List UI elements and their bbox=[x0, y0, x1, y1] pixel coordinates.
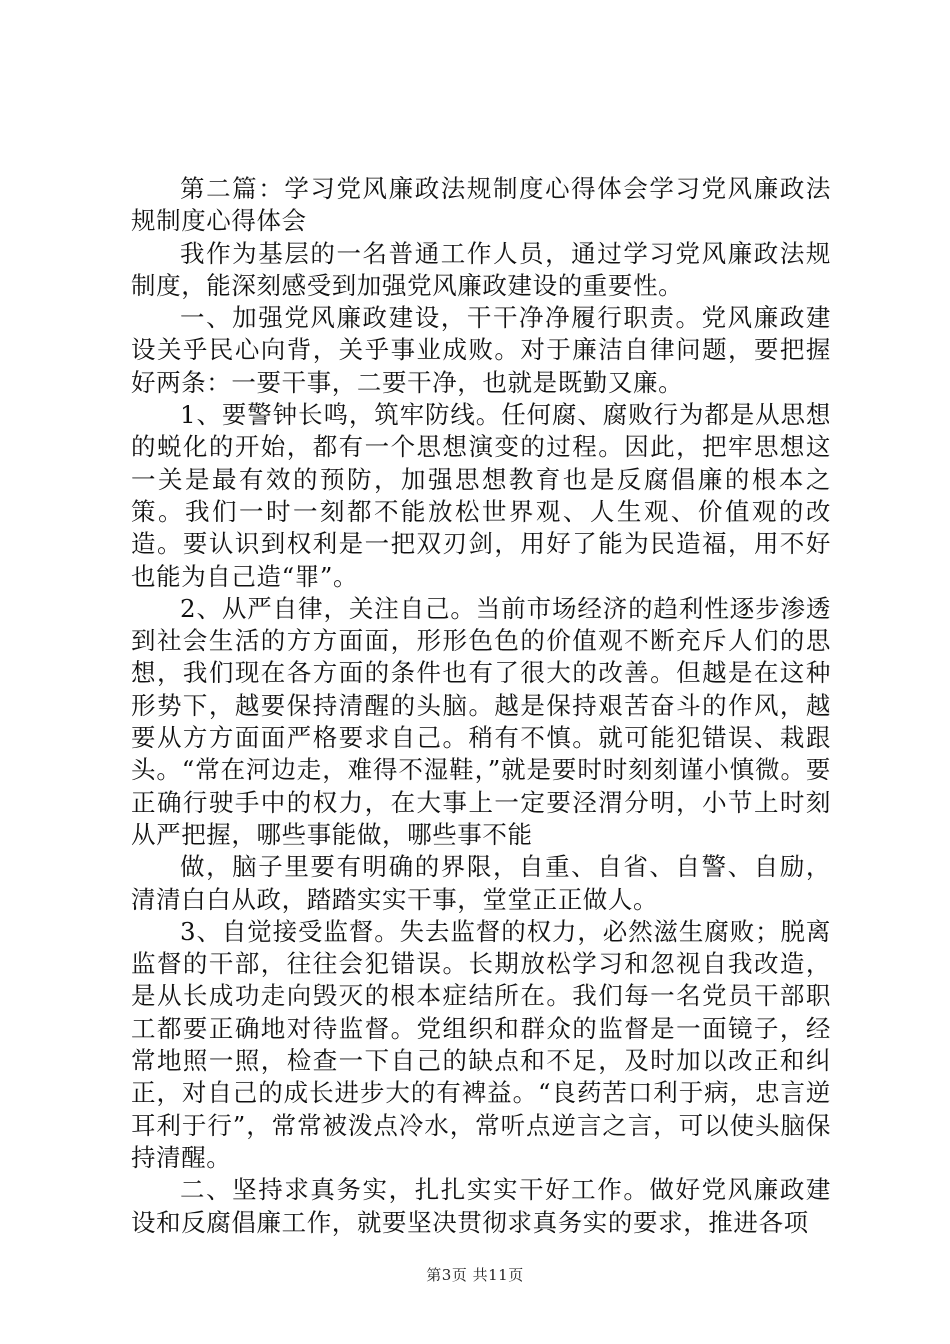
paragraph-point-2-continued: 做，脑子里要有明确的界限，自重、自省、自警、自励，清清白白从政，踏踏实实干事，堂堂正正做人。 bbox=[131, 852, 831, 914]
paragraph-section-1: 一、加强党风廉政建设，干干净净履行职责。党风廉政建设关乎民心向背，关乎事业成败。对于廉洁自律问题，要把握好两条：一要干事，二要干净，也就是既勤又廉。 bbox=[131, 303, 831, 397]
paragraph-intro: 我作为基层的一名普通工作人员，通过学习党风廉政法规制度，能深刻感受到加强党风廉政建设的重要性。 bbox=[131, 238, 831, 300]
document-title: 第二篇：学习党风廉政法规制度心得体会学习党风廉政法规制度心得体会 bbox=[131, 174, 831, 236]
paragraph-section-2: 二、坚持求真务实，扎扎实实干好工作。做好党风廉政建设和反腐倡廉工作，就要坚决贯彻求真务实的要求，推进各项 bbox=[131, 1175, 831, 1237]
document-body bbox=[131, 173, 831, 1239]
page-number-footer: 第3页 共11页 bbox=[426, 1266, 524, 1284]
paragraph-point-3: 3、自觉接受监督。失去监督的权力，必然滋生腐败；脱离监督的干部，往往会犯错误。长期放松学习和忽视自我改造，是从长成功走向毁灭的根本症结所在。我们每一名党员干部职工都要正确地对待监督。党组织和群众的监督是一面镜子，经常地照一照，检查一下自己的缺点和不足，及时加以改正和纠正，对自己的成长进步大的有裨益。“良药苦口利于病，忠言逆耳利于行”，常常被泼点冷水，常听点逆言之言，可以使头脑保持清醒。 bbox=[131, 916, 831, 1172]
paragraph-point-2: 2、从严自律，关注自己。当前市场经济的趋利性逐步渗透到社会生活的方方面面，形形色色的价值观不断充斥人们的思想，我们现在各方面的条件也有了很大的改善。但越是在这种形势下，越要保持清醒的头脑。越是保持艰苦奋斗的作风，越要从方方面面严格要求自己。稍有不慎。就可能犯错误、栽跟头。“常在河边走，难得不湿鞋，”就是要时时刻刻谨小慎微。要正确行驶手中的权力，在大事上一定要泾渭分明，小节上时刻从严把握，哪些事能做，哪些事不能 bbox=[131, 593, 831, 849]
paragraph-point-1: 1、要警钟长鸣，筑牢防线。任何腐、腐败行为都是从思想的蜕化的开始，都有一个思想演变的过程。因此，把牢思想这一关是最有效的预防，加强思想教育也是反腐倡廉的根本之策。我们一时一刻都不能放松世界观、人生观、价值观的改造。要认识到权利是一把双刃剑，用好了能为民造福，用不好也能为自己造“罪”。 bbox=[131, 400, 831, 591]
